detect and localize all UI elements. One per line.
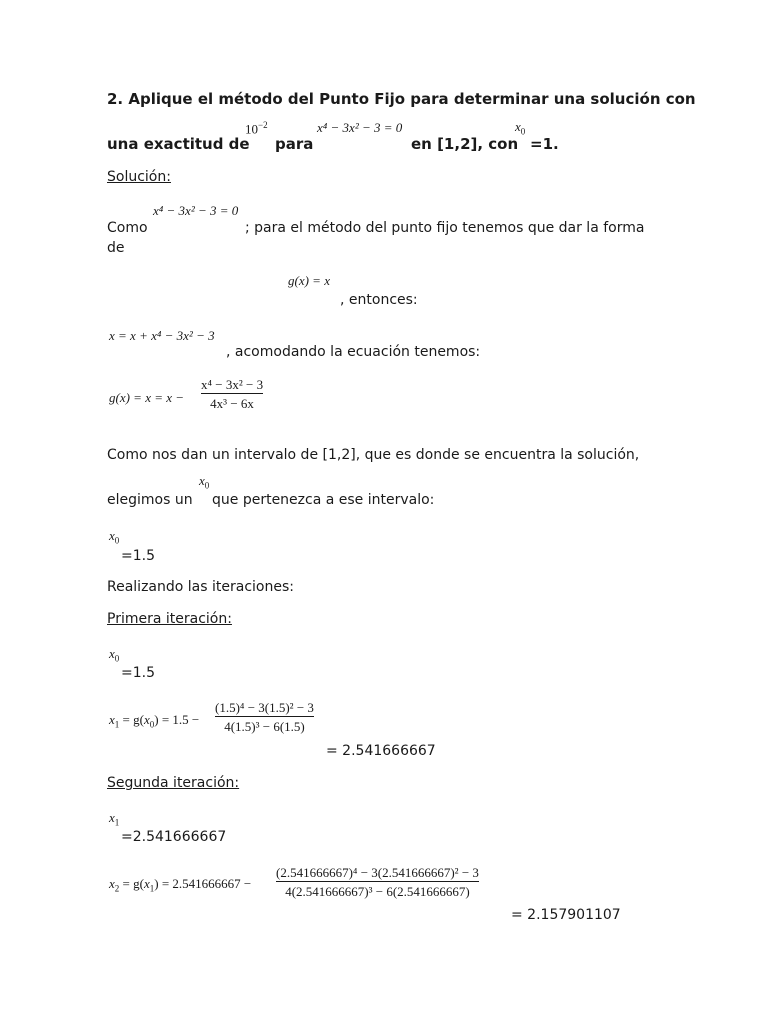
elegimos-text: elegimos un [107,492,193,508]
realizando-text: Realizando las iteraciones: [107,579,294,595]
fraction-bar [276,881,479,882]
entonces-text: , entonces: [340,292,418,308]
fixed-point-form-math: g(x) = x [288,273,330,288]
problem-line2-b: para [275,135,314,153]
iteration-1-lhs: $x_1 = g(x_0) = 1.5$ − [109,712,200,730]
pertenezca-text: que pertenezca a ese intervalo: [212,492,435,508]
iteration-2-prev-value: =2.541666667 [121,829,227,845]
equation-math-como: x⁴ − 3x² − 3 = 0 [153,203,239,218]
iteration-1-denominator: 4(1.5)³ − 6(1.5) [224,719,305,734]
iteration-2-denominator: 4(2.541666667)³ − 6(2.541666667) [285,884,470,899]
iteration-2-fraction [276,866,479,898]
problem-statement: Aplique el método del Punto Fijo para determinar una solución con [128,90,696,108]
iteration-1-prev-value: =1.5 [121,665,155,681]
como-label: Como [107,220,148,236]
problem-line2-d: =1. [530,135,559,153]
problem-title-line1 [107,92,696,107]
problem-line2-c: en [1,2], con [411,135,519,153]
g-function-lhs: g(x) = x = x − [109,390,185,405]
g-function-numerator: x⁴ − 3x² − 3 [201,377,264,392]
problem-line2-a: una exactitud de [107,135,250,153]
x0-math-elegimos: $x_0$ [199,473,210,491]
iteration-2-heading: Segunda iteración: [107,775,240,791]
solution-heading: Solución: [107,169,171,185]
acomodando-text: , acomodando la ecuación tenemos: [226,344,481,360]
iteration-1-heading: Primera iteración: [107,611,232,627]
iteration-1-fraction [215,701,314,733]
iteration-1-result: = 2.541666667 [326,743,436,759]
x0-value: =1.5 [121,548,155,564]
iteration-2-lhs: $x_2 = g(x_1) = 2.541666667$ − [109,876,252,894]
problem-number: 2. [107,90,124,108]
de-text: de [107,240,125,256]
iteration-2-x1-math: $x_1$ [109,810,120,828]
iteration-1-x0-math: $x_0$ [109,646,120,664]
iteration-1-numerator: (1.5)⁴ − 3(1.5)² − 3 [215,700,314,715]
x0-math-value: $x_0$ [109,528,120,546]
g-function-fraction [201,378,263,410]
x-expression-math: x = x + x⁴ − 3x² − 3 [109,328,215,343]
x0-math: $x_0$ [515,119,526,137]
como-rest-text: ; para el método del punto fijo tenemos que dar la forma [245,220,645,236]
fraction-bar [201,393,263,394]
equation-math-inline: x⁴ − 3x² − 3 = 0 [317,120,403,135]
iteration-2-numerator: (2.541666667)⁴ − 3(2.541666667)² − 3 [276,865,479,880]
fraction-bar [215,716,314,717]
iteration-2-result: = 2.157901107 [511,907,621,923]
g-function-denominator: 4x³ − 6x [210,396,254,411]
interval-text: Como nos dan un intervalo de [1,2], que es donde se encuentra la solución, [107,447,640,463]
tolerance-math: $10^{-2}$ [245,120,268,137]
